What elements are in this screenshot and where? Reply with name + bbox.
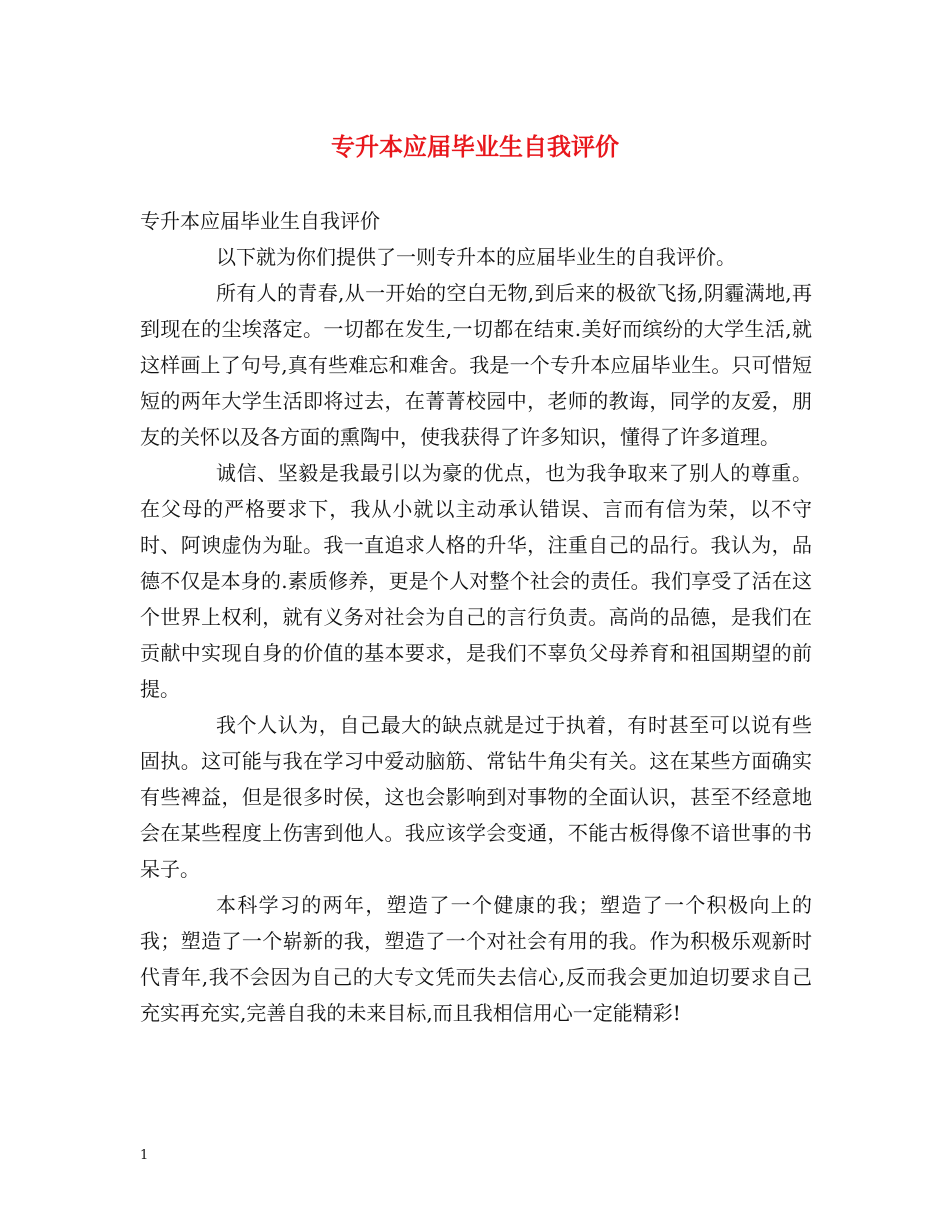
- paragraph-conclusion: 本科学习的两年，塑造了一个健康的我；塑造了一个积极向上的我；塑造了一个崭新的我，塑造了一个对社会有用的我。作为积极乐观新时代青年,我不会因为自己的大专文凭而失去信心,反而我会更加迫切要求自己充实再充实,完善自我的未来目标,而且我相信用心一定能精彩!: [140, 893, 812, 1025]
- document-title: 专升本应届毕业生自我评价: [331, 132, 619, 161]
- document-subtitle: 专升本应届毕业生自我评价: [140, 209, 380, 233]
- paragraph-youth: 所有人的青春,从一开始的空白无物,到后来的极欲飞扬,阴霾满地,再到现在的尘埃落定。一切都在发生,一切都在结束.美好而缤纷的大学生活,就这样画上了句号,真有些难忘和难舍。我是一个专升本应届毕业生。只可惜短短的两年大学生活即将过去，在菁菁校园中，老师的教诲，同学的友爱，朋友的关怀以及各方面的熏陶中，使我获得了许多知识，懂得了许多道理。: [140, 281, 812, 449]
- paragraph-shortcoming: 我个人认为，自己最大的缺点就是过于执着，有时甚至可以说有些固执。这可能与我在学习中爱动脑筋、常钻牛角尖有关。这在某些方面确实有些裨益，但是很多时侯，这也会影响到对事物的全面认识，甚至不经意地会在某些程度上伤害到他人。我应该学会变通，不能古板得像不谙世事的书呆子。: [140, 713, 812, 881]
- paragraph-integrity: 诚信、坚毅是我最引以为豪的优点，也为我争取来了别人的尊重。在父母的严格要求下，我从小就以主动承认错误、言而有信为荣，以不守时、阿谀虚伪为耻。我一直追求人格的升华，注重自己的品行。我认为，品德不仅是本身的.素质修养，更是个人对整个社会的责任。我们享受了活在这个世界上权利，就有义务对社会为自己的言行负责。高尚的品德，是我们在贡献中实现自身的价值的基本要求，是我们不辜负父母养育和祖国期望的前提。: [140, 461, 812, 701]
- paragraph-intro: 以下就为你们提供了一则专升本的应届毕业生的自我评价。: [216, 245, 736, 269]
- document-body: [140, 203, 812, 1031]
- page-number: 1: [140, 1148, 149, 1163]
